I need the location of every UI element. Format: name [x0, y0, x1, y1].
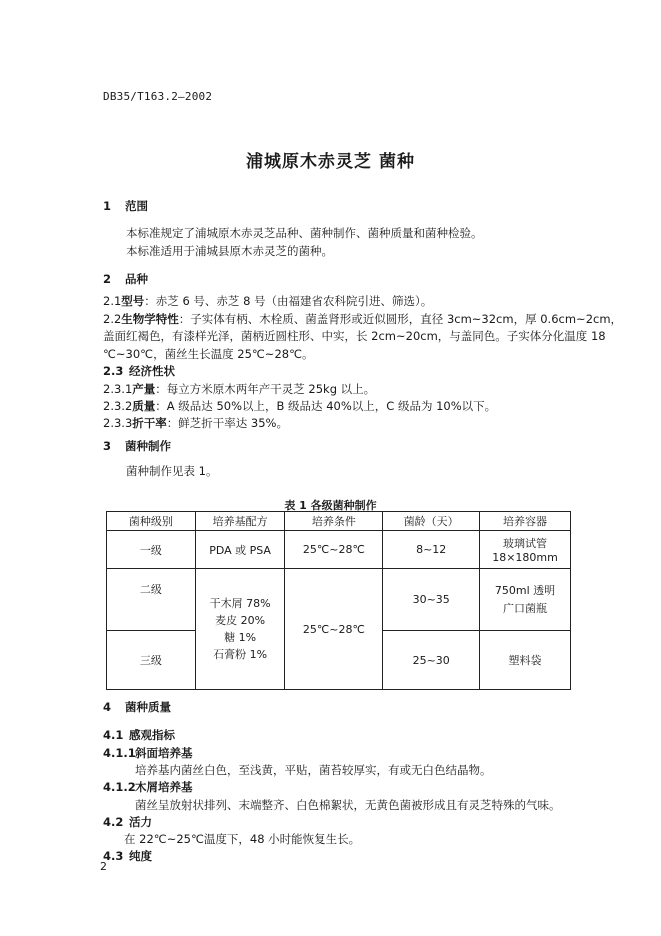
- clause-number: 2.3: [103, 364, 124, 378]
- table-cell: 二级: [107, 569, 196, 631]
- section-2-heading: [103, 271, 148, 287]
- clause-number: 4.1: [103, 728, 124, 742]
- clause-2-3-heading: [103, 363, 175, 379]
- standard-number: DB35/T163.2—2002: [103, 90, 213, 103]
- cell-line: 750ml 透明: [494, 583, 556, 597]
- section-3-heading: [103, 438, 171, 454]
- clause-text: ：子实体有柄、木栓质、菌盖肾形或近似圆形，直径 3cm~32cm，厚 0.6cm~2cm，: [178, 312, 623, 326]
- section-title: 菌种制作: [125, 439, 171, 453]
- clause-label: 折干率: [132, 416, 167, 430]
- cell-line: 18×180mm: [492, 551, 558, 564]
- paragraph: 菌种制作见表 1。: [126, 464, 218, 478]
- clause-number: 2.3.1: [103, 382, 133, 396]
- clause-2-1: [103, 293, 432, 309]
- section-1-heading: [103, 198, 148, 214]
- clause-4-1-1-heading: [103, 745, 193, 761]
- paragraph: 在 22℃~25℃温度下，48 小时能恢复生长。: [124, 832, 361, 846]
- clause-title: 经济性状: [129, 364, 175, 378]
- section-title: 品种: [125, 272, 148, 286]
- column-header: 培养条件: [285, 512, 383, 531]
- paragraph: 菌丝呈放射状排列、末端整齐、白色棉絮状，无黄色菌被形成且有灵芝特殊的气味。: [135, 798, 561, 812]
- clause-text: ：鲜芝折干率达 35%。: [166, 416, 288, 430]
- table-cell-merged: 25℃~28℃: [285, 569, 383, 690]
- cell-line: 石膏粉 1%: [213, 648, 268, 661]
- column-header: 培养容器: [480, 512, 571, 531]
- table-cell: [480, 569, 571, 631]
- clause-2-3-2: [103, 398, 496, 414]
- table-cell: 8~12: [383, 531, 480, 569]
- clause-2-2-continued: 盖面红褐色，有漆样光泽，菌柄近圆柱形、中实，长 2cm~20cm，与盖同色。子实体分化温度 18: [103, 329, 606, 343]
- clause-label: 质量: [132, 399, 156, 413]
- table-cell: [480, 531, 571, 569]
- clause-number: 4.1.1: [103, 746, 136, 760]
- table-caption: 表 1 各级菌种制作: [284, 499, 377, 512]
- clause-text: ：赤芝 6 号、赤芝 8 号（由福建省农科院引进、筛选）。: [144, 294, 433, 308]
- paragraph: 本标准适用于浦城县原木赤灵芝的菌种。: [126, 244, 333, 258]
- column-header: 菌龄（天）: [383, 512, 480, 531]
- table-cell: 三级: [107, 631, 196, 690]
- section-4-heading: [103, 699, 171, 715]
- page-number: 2: [100, 860, 107, 873]
- cell-line: 干木屑 78%: [209, 597, 271, 610]
- section-number: 1: [103, 199, 112, 213]
- spawn-production-table: [106, 511, 571, 690]
- clause-label: 产量: [132, 382, 156, 396]
- column-header: 培养基配方: [195, 512, 285, 531]
- clause-4-2-heading: [103, 814, 152, 830]
- clause-text: ：A 级品达 50%以上，B 级品达 40%以上，C 级品为 10%以下。: [155, 399, 497, 413]
- clause-title: 活力: [129, 815, 152, 829]
- clause-label: 生物学特性: [121, 312, 179, 326]
- table-cell-merged: [195, 569, 285, 690]
- clause-2-3-3: [103, 415, 288, 431]
- section-number: 2: [103, 272, 112, 286]
- clause-title: 感观指标: [129, 728, 175, 742]
- clause-number: 2.3.2: [103, 399, 133, 413]
- clause-text: ：每立方米原木两年产干灵芝 25kg 以上。: [155, 382, 376, 396]
- clause-4-3-heading: [103, 848, 152, 864]
- clause-number: 2.3.3: [103, 416, 133, 430]
- clause-number: 2.2: [103, 312, 122, 326]
- table-cell: 30~35: [383, 569, 480, 631]
- section-number: 3: [103, 439, 112, 453]
- clause-title: 纯度: [129, 849, 152, 863]
- clause-4-1-2-heading: [103, 779, 193, 795]
- document-title: 浦城原木赤灵芝 菌种: [246, 152, 415, 172]
- paragraph: 培养基内菌丝白色，至浅黄，平贴，菌苔较厚实，有或无白色结晶物。: [135, 763, 492, 777]
- cell-line: 糖 1%: [224, 631, 257, 644]
- column-header: 菌种级别: [107, 512, 196, 531]
- clause-number: 4.1.2: [103, 780, 136, 794]
- section-title: 菌种质量: [125, 700, 171, 714]
- clause-2-2: [103, 311, 622, 327]
- section-number: 4: [103, 700, 112, 714]
- table-cell: PDA 或 PSA: [195, 531, 285, 569]
- clause-4-1-heading: [103, 727, 175, 743]
- clause-label: 型号: [121, 294, 145, 308]
- clause-number: 2.1: [103, 294, 122, 308]
- table-row: [107, 569, 571, 631]
- table-cell: 25~30: [383, 631, 480, 690]
- table-cell: 塑料袋: [480, 631, 571, 690]
- table-cell: 25℃~28℃: [285, 531, 383, 569]
- clause-title: 斜面培养基: [135, 746, 193, 760]
- cell-line: 玻璃试管: [503, 537, 548, 550]
- table-cell: 一级: [107, 531, 196, 569]
- clause-title: 木屑培养基: [135, 780, 193, 794]
- cell-line: 广口菌瓶: [503, 601, 548, 615]
- table-row: [107, 531, 571, 569]
- clause-2-2-continued: ℃~30℃，菌丝生长温度 25℃~28℃。: [103, 347, 314, 361]
- paragraph: 本标准规定了浦城原木赤灵芝品种、菌种制作、菌种质量和菌种检验。: [126, 226, 483, 240]
- clause-number: 4.3: [103, 849, 124, 863]
- clause-number: 4.2: [103, 815, 124, 829]
- table-header-row: [107, 512, 571, 531]
- section-title: 范围: [125, 199, 148, 213]
- cell-line: 麦皮 20%: [215, 614, 266, 627]
- clause-2-3-1: [103, 381, 375, 397]
